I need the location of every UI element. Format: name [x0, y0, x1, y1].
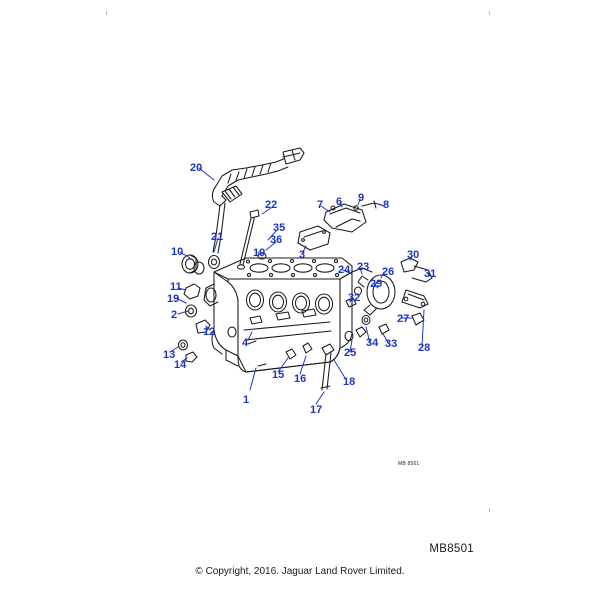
callout-number: 19 [167, 293, 180, 305]
callout-number: 23 [357, 261, 370, 273]
callout-number: 20 [190, 162, 203, 174]
callout-number: 3 [299, 249, 306, 261]
copyright-notice: © Copyright, 2016. Jaguar Land Rover Limited. [195, 566, 405, 577]
callout-number: 13 [163, 349, 176, 361]
callout-number: 2 [171, 309, 178, 321]
callout-number: 7 [317, 199, 324, 211]
callout-number: 35 [273, 222, 286, 234]
callout-number: 10 [171, 246, 184, 258]
callout-number: 8 [383, 199, 390, 211]
callout-number: 4 [242, 337, 249, 349]
callout-number: 29 [370, 278, 383, 290]
callout-number: 16 [294, 373, 307, 385]
callout-number: 31 [424, 268, 437, 280]
callout-number: 34 [366, 337, 379, 349]
callout-number: 30 [407, 249, 420, 261]
callout-number: 1 [243, 394, 250, 406]
callout-number: 32 [348, 292, 361, 304]
callout-number: 17 [310, 404, 323, 416]
callout-number: 19 [253, 247, 266, 259]
callout-number: 6 [336, 196, 343, 208]
callout-number: 27 [397, 313, 410, 325]
callout-number: 25 [344, 347, 357, 359]
callout-number: 14 [174, 359, 187, 371]
callout-number: 33 [385, 338, 398, 350]
callout-number: 9 [358, 192, 365, 204]
callout-number: 24 [338, 264, 351, 276]
callout-number: 18 [343, 376, 356, 388]
callout-number: 22 [265, 199, 278, 211]
part-code-label: MB8501 [429, 543, 474, 555]
callout-number: 28 [418, 342, 431, 354]
callout-number: 26 [382, 266, 395, 278]
callout-number: 11 [170, 281, 182, 293]
callout-number: 36 [270, 234, 283, 246]
callout-number: 15 [272, 369, 285, 381]
diagram-small-code: MB 8501 [398, 461, 420, 467]
callout-number: 21 [211, 231, 224, 243]
callout-number: 12 [203, 326, 216, 338]
